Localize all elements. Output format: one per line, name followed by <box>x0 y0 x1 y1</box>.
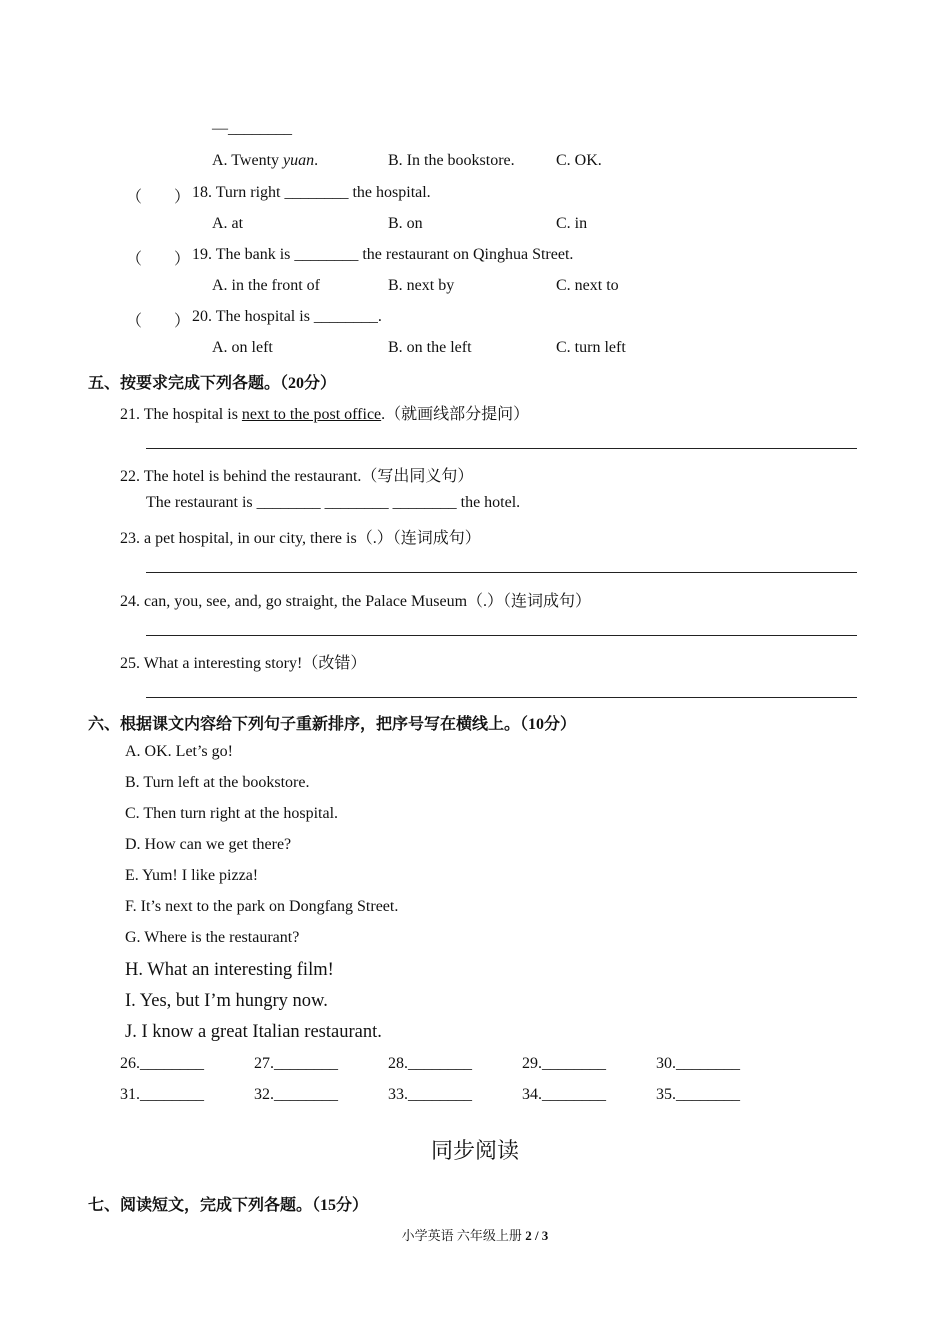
sentence-g: G. Where is the restaurant? <box>125 929 300 946</box>
q18-answer-paren: （ ） <box>126 189 191 206</box>
sentence-c: C. Then turn right at the hospital. <box>125 805 339 822</box>
q24-text: 24. can, you, see, and, go straight, the Palace Museum（.）（连词成句） <box>120 593 592 610</box>
q17-option-a: A. Twenty yuan. <box>212 152 319 169</box>
q21-text: 21. The hospital is next to the post office.（就画线部分提问） <box>120 406 530 423</box>
sentence-i: I. Yes, but I’m hungry now. <box>125 991 328 1011</box>
q19-option-b: B. next by <box>388 277 455 294</box>
blank-26[interactable]: 26.________ <box>120 1055 204 1072</box>
page-footer: 小学英语 六年级上册 2 / 3 <box>401 1228 549 1243</box>
q18-option-b: B. on <box>388 215 423 232</box>
q24-answer-line[interactable] <box>146 635 857 636</box>
section5-heading: 五、按要求完成下列各题。（20分） <box>88 375 337 392</box>
sentence-a: A. OK. Let’s go! <box>125 743 233 760</box>
q20-answer-paren: （ ） <box>126 313 191 330</box>
q17-answer-line: —________ <box>212 120 292 137</box>
sentence-e: E. Yum! I like pizza! <box>125 867 259 884</box>
q21-underlined-phrase: next to the post office <box>241 406 382 423</box>
q18-option-c: C. in <box>556 215 588 232</box>
q21-answer-line[interactable] <box>146 448 857 449</box>
sentence-f: F. It’s next to the park on Dongfang Street. <box>125 898 399 915</box>
q17-option-b: B. In the bookstore. <box>388 152 515 169</box>
blank-31[interactable]: 31.________ <box>120 1086 204 1103</box>
q18-option-a: A. at <box>212 215 244 232</box>
q20-stem: 20. The hospital is ________. <box>192 308 382 325</box>
q19-answer-paren: （ ） <box>126 251 191 268</box>
blank-28[interactable]: 28.________ <box>388 1055 472 1072</box>
blank-27[interactable]: 27.________ <box>254 1055 338 1072</box>
q17-option-c: C. OK. <box>556 152 602 169</box>
q20-option-c: C. turn left <box>556 339 626 356</box>
reading-section-title: 同步阅读 <box>430 1138 519 1163</box>
q19-option-c: C. next to <box>556 277 619 294</box>
q19-stem: 19. The bank is ________ the restaurant on Qinghua Street. <box>192 246 574 263</box>
q20-option-b: B. on the left <box>388 339 472 356</box>
q25-answer-line[interactable] <box>146 697 857 698</box>
q23-answer-line[interactable] <box>146 572 857 573</box>
q18-stem: 18. Turn right ________ the hospital. <box>192 184 431 201</box>
blank-32[interactable]: 32.________ <box>254 1086 338 1103</box>
page-number: 2 / 3 <box>525 1228 549 1243</box>
q25-text: 25. What a interesting story!（改错） <box>120 655 367 672</box>
q22-stem: 22. The hotel is behind the restaurant.（写出同义句） <box>120 468 474 485</box>
q20-option-a: A. on left <box>212 339 273 356</box>
q23-text: 23. a pet hospital, in our city, there is（.）（连词成句） <box>120 530 481 547</box>
sentence-b: B. Turn left at the bookstore. <box>125 774 310 791</box>
sentence-j: J. I know a great Italian restaurant. <box>125 1022 382 1042</box>
section7-heading: 七、阅读短文，完成下列各题。（15分） <box>88 1197 369 1214</box>
q19-option-a: A. in the front of <box>212 277 320 294</box>
blank-34[interactable]: 34.________ <box>522 1086 606 1103</box>
q22-fill-sentence: The restaurant is ________ ________ ________ the hotel. <box>146 494 521 511</box>
blank-35[interactable]: 35.________ <box>656 1086 740 1103</box>
blank-30[interactable]: 30.________ <box>656 1055 740 1072</box>
sentence-h: H. What an interesting film! <box>125 960 334 980</box>
sentence-d: D. How can we get there? <box>125 836 292 853</box>
section6-heading: 六、根据课文内容给下列句子重新排序，把序号写在横线上。（10分） <box>88 716 577 733</box>
blank-29[interactable]: 29.________ <box>522 1055 606 1072</box>
blank-33[interactable]: 33.________ <box>388 1086 472 1103</box>
